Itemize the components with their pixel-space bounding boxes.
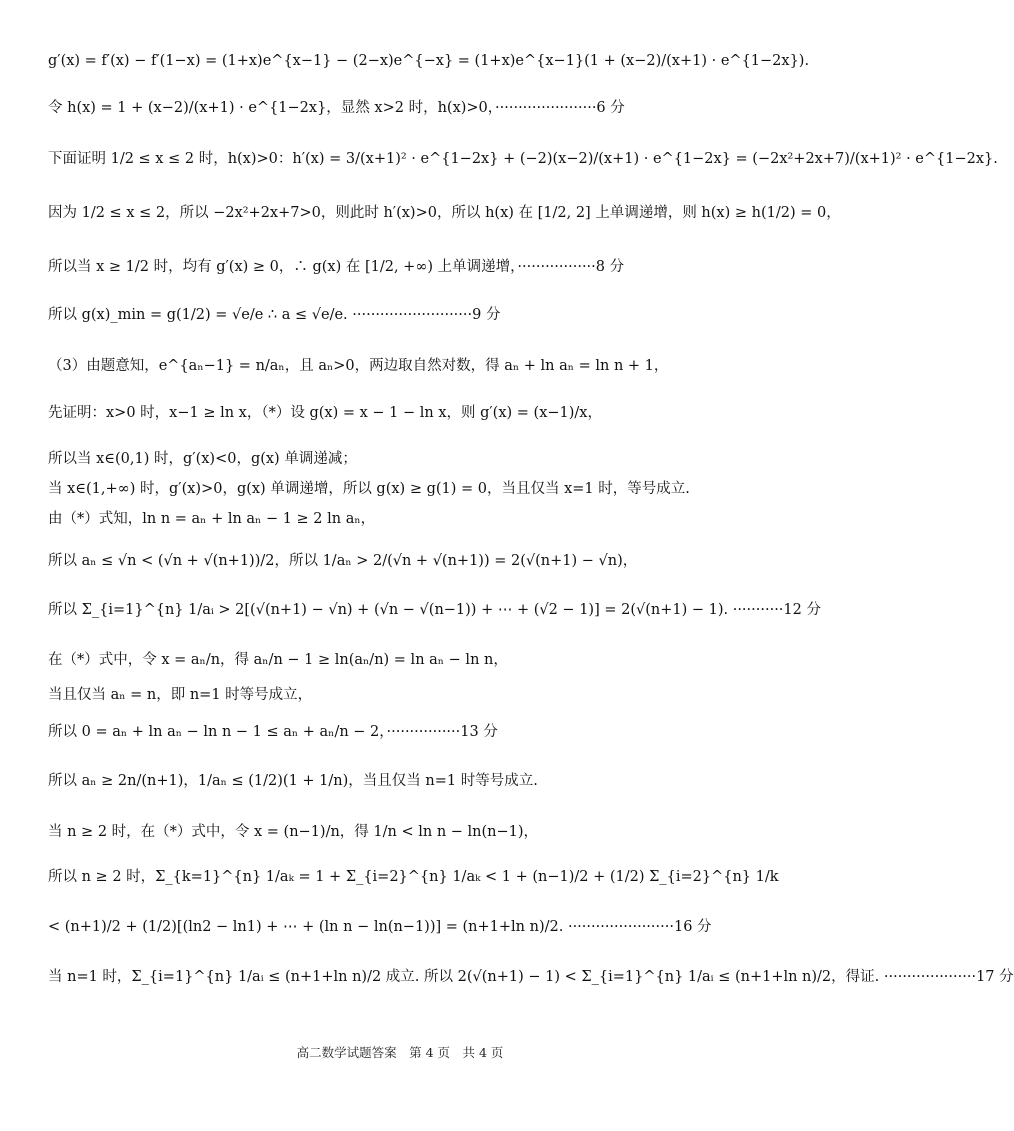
text-line: g′(x) = f′(x) − f′(1−x) = (1+x)e^{x−1} − (2−x)e^{−x} = (1+x)e^{x−1}(1 + (x−2)/(x+1) · e^{1−2x}). bbox=[48, 53, 810, 69]
text-line: 下面证明 1/2 ≤ x ≤ 2 时，h(x)>0：h′(x) = 3/(x+1)² · e^{1−2x} + (−2)(x−2)/(x+1) · e^{1−2x} = (−2x²+2x+7)/(x+1)² · e^{1−2x}. bbox=[48, 151, 998, 167]
text-line: 所以 g(x)_min = g(1/2) = √e/e ∴ a ≤ √e/e. ··························9 分 bbox=[48, 307, 501, 323]
text-line: 当 x∈(1,+∞) 时，g′(x)>0，g(x) 单调递增，所以 g(x) ≥ g(1) = 0，当且仅当 x=1 时，等号成立. bbox=[48, 481, 690, 497]
text-line: 先证明：x>0 时，x−1 ≥ ln x，（*）设 g(x) = x − 1 − ln x，则 g′(x) = (x−1)/x， bbox=[48, 405, 602, 421]
text-line: 在（*）式中，令 x = aₙ/n，得 aₙ/n − 1 ≥ ln(aₙ/n) = ln aₙ − ln n， bbox=[48, 652, 508, 668]
text-line: 所以当 x ≥ 1/2 时，均有 g′(x) ≥ 0，∴ g(x) 在 [1/2, +∞) 上单调递增，·················8 分 bbox=[48, 259, 625, 275]
text-line: 令 h(x) = 1 + (x−2)/(x+1) · e^{1−2x}，显然 x>2 时，h(x)>0，······················6 分 bbox=[48, 100, 625, 116]
text-line: 所以 0 = aₙ + ln aₙ − ln n − 1 ≤ aₙ + aₙ/n − 2，················13 分 bbox=[48, 724, 498, 740]
text-line: 所以 n ≥ 2 时，Σ_{k=1}^{n} 1/aₖ = 1 + Σ_{i=2}^{n} 1/aₖ < 1 + (n−1)/2 + (1/2) Σ_{i=2}^{n} 1/k bbox=[48, 869, 779, 885]
text-line: 所以 Σ_{i=1}^{n} 1/aᵢ > 2[(√(n+1) − √n) + (√n − √(n−1)) + ⋯ + (√2 − 1)] = 2(√(n+1) − 1). ···········12 分 bbox=[48, 602, 821, 618]
text-line: 当 n ≥ 2 时，在（*）式中，令 x = (n−1)/n，得 1/n < ln n − ln(n−1)， bbox=[48, 824, 539, 840]
text-line: 因为 1/2 ≤ x ≤ 2，所以 −2x²+2x+7>0，则此时 h′(x)>0，所以 h(x) 在 [1/2, 2] 上单调递增，则 h(x) ≥ h(1/2) = 0， bbox=[48, 205, 841, 221]
text-line: 所以当 x∈(0,1) 时，g′(x)<0，g(x) 单调递减； bbox=[48, 451, 357, 467]
text-line: 所以 aₙ ≥ 2n/(n+1)，1/aₙ ≤ (1/2)(1 + 1/n)，当且仅当 n=1 时等号成立. bbox=[48, 773, 538, 789]
text-line: < (n+1)/2 + (1/2)[(ln2 − ln1) + ⋯ + (ln n − ln(n−1))] = (n+1+ln n)/2. ·······················16 分 bbox=[48, 919, 712, 935]
text-line: 当 n=1 时，Σ_{i=1}^{n} 1/aᵢ ≤ (n+1+ln n)/2 成立. 所以 2(√(n+1) − 1) < Σ_{i=1}^{n} 1/aᵢ ≤ (n+1+ln n)/2，得证. ····················17 分 bbox=[48, 969, 1014, 985]
text-line: 当且仅当 aₙ = n，即 n=1 时等号成立， bbox=[48, 687, 313, 703]
text-line: 所以 aₙ ≤ √n < (√n + √(n+1))/2，所以 1/aₙ > 2/(√n + √(n+1)) = 2(√(n+1) − √n)， bbox=[48, 553, 638, 569]
text-line: （3）由题意知，e^{aₙ−1} = n/aₙ，且 aₙ>0，两边取自然对数，得 aₙ + ln aₙ = ln n + 1， bbox=[48, 358, 669, 374]
page-footer: 高二数学试题答案 第 4 页 共 4 页 bbox=[296, 1045, 504, 1060]
text-line: 由（*）式知，ln n = aₙ + ln aₙ − 1 ≥ 2 ln aₙ， bbox=[48, 511, 376, 527]
